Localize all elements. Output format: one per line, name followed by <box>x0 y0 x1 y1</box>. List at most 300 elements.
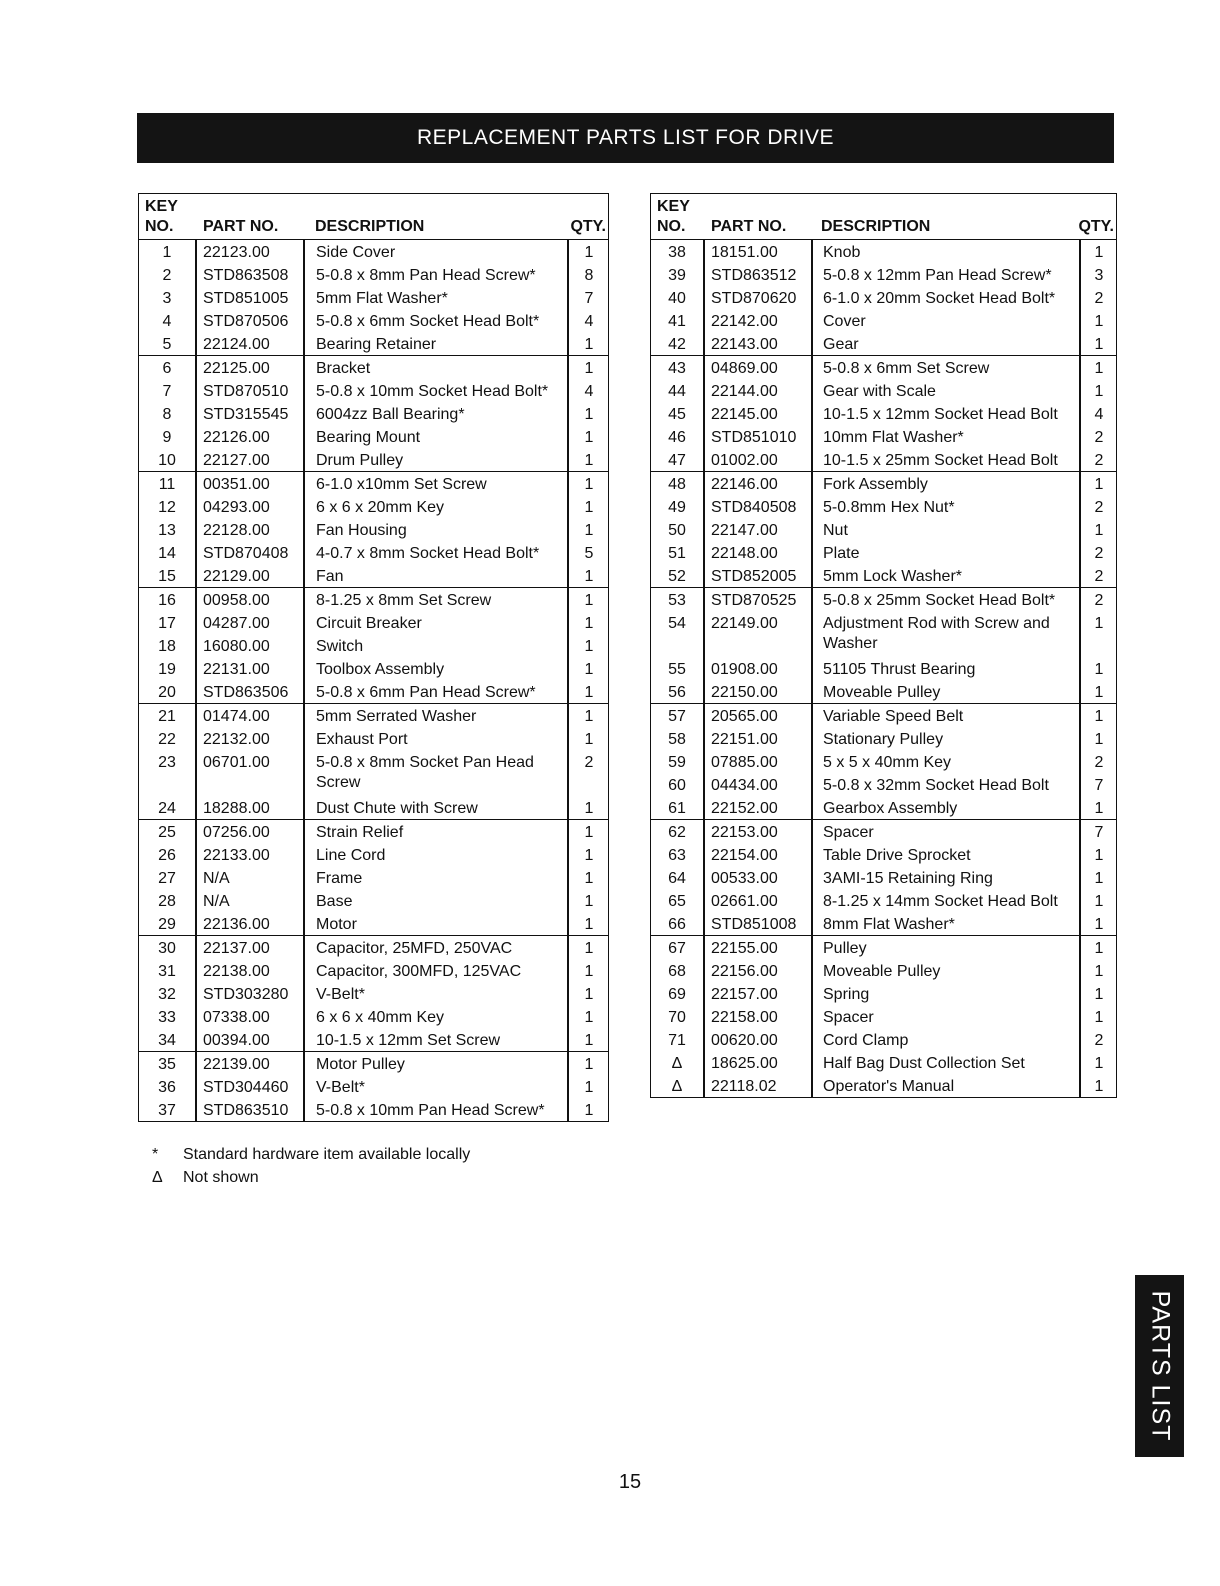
part-no: 22125.00 <box>203 360 270 377</box>
part-no: 04434.00 <box>711 777 778 794</box>
parts-table-right <box>650 193 1117 1098</box>
description: Bearing Mount <box>316 429 421 446</box>
quantity: 1 <box>1094 661 1104 678</box>
quantity: 1 <box>584 452 594 469</box>
key-no: 12 <box>158 499 176 516</box>
key-no: 62 <box>668 824 686 841</box>
part-no: STD863512 <box>711 267 797 284</box>
part-no: STD870510 <box>203 383 289 400</box>
key-no: 56 <box>668 684 686 701</box>
table-row <box>651 379 1116 402</box>
key-no: 50 <box>668 522 686 539</box>
description: Fork Assembly <box>823 476 928 493</box>
quantity: 8 <box>584 267 594 284</box>
quantity: 1 <box>584 824 594 841</box>
key-no: 24 <box>158 800 176 817</box>
quantity: 1 <box>584 708 594 725</box>
table-row <box>139 796 608 819</box>
key-no: 43 <box>668 360 686 377</box>
quantity: 2 <box>1094 452 1104 469</box>
part-no: 00620.00 <box>711 1032 778 1049</box>
quantity: 7 <box>1094 824 1104 841</box>
table-row <box>651 773 1116 796</box>
table-row <box>139 611 608 634</box>
key-no: 46 <box>668 429 686 446</box>
part-no: 18625.00 <box>711 1055 778 1072</box>
part-no: 00533.00 <box>711 870 778 887</box>
part-no: 22157.00 <box>711 986 778 1003</box>
part-no: STD863510 <box>203 1102 289 1119</box>
table-row <box>139 240 608 263</box>
table-row <box>651 541 1116 564</box>
description: 8mm Flat Washer* <box>823 916 955 933</box>
quantity: 4 <box>584 383 594 400</box>
part-no: 20565.00 <box>711 708 778 725</box>
quantity: 1 <box>584 661 594 678</box>
key-no: 25 <box>158 824 176 841</box>
description: Gear <box>823 336 859 353</box>
part-no: 01908.00 <box>711 661 778 678</box>
quantity: 1 <box>1094 522 1104 539</box>
table-row <box>651 889 1116 912</box>
part-no: 07338.00 <box>203 1009 270 1026</box>
quantity: 1 <box>584 522 594 539</box>
description: Operator's Manual <box>823 1078 955 1095</box>
header-description: DESCRIPTION <box>821 218 931 235</box>
part-no: 22156.00 <box>711 963 778 980</box>
key-no: 60 <box>668 777 686 794</box>
table-row <box>139 286 608 309</box>
quantity: 1 <box>584 893 594 910</box>
description: 5mm Lock Washer* <box>823 568 962 585</box>
table-row <box>139 1028 608 1051</box>
part-no: 07256.00 <box>203 824 270 841</box>
part-no: 06701.00 <box>203 754 270 771</box>
quantity: 1 <box>1094 1055 1104 1072</box>
quantity: 7 <box>584 290 594 307</box>
part-no: 22146.00 <box>711 476 778 493</box>
quantity: 1 <box>1094 986 1104 1003</box>
part-no: STD863506 <box>203 684 289 701</box>
table-row <box>651 425 1116 448</box>
quantity: 1 <box>584 963 594 980</box>
quantity: 2 <box>1094 592 1104 609</box>
part-no: STD851008 <box>711 916 797 933</box>
description: Stationary Pulley <box>823 731 944 748</box>
quantity: 1 <box>1094 476 1104 493</box>
quantity: 1 <box>1094 916 1104 933</box>
part-no: 07885.00 <box>711 754 778 771</box>
table-row <box>139 541 608 564</box>
key-no: 67 <box>668 940 686 957</box>
part-no: 22142.00 <box>711 313 778 330</box>
quantity: 1 <box>1094 615 1104 632</box>
description: 5-0.8 x 10mm Pan Head Screw* <box>316 1102 545 1119</box>
quantity: 1 <box>1094 383 1104 400</box>
table-row <box>651 611 1116 657</box>
page-number: 15 <box>618 1471 642 1493</box>
table-row <box>651 309 1116 332</box>
key-no: 33 <box>158 1009 176 1026</box>
quantity: 1 <box>1094 963 1104 980</box>
description: Spacer <box>823 1009 874 1026</box>
table-row <box>139 1005 608 1028</box>
key-no: 13 <box>158 522 176 539</box>
part-no: 22126.00 <box>203 429 270 446</box>
part-no: STD870525 <box>711 592 797 609</box>
table-row <box>139 448 608 471</box>
key-no: 34 <box>158 1032 176 1049</box>
description: Knob <box>823 244 861 261</box>
part-no: 01474.00 <box>203 708 270 725</box>
part-no: STD870506 <box>203 313 289 330</box>
table-row <box>651 495 1116 518</box>
table-header <box>139 194 608 240</box>
description: Adjustment Rod with Screw and Washer <box>823 615 1050 652</box>
quantity: 1 <box>1094 800 1104 817</box>
table-row <box>651 1005 1116 1028</box>
quantity: 4 <box>584 313 594 330</box>
table-row <box>651 564 1116 587</box>
quantity: 2 <box>1094 429 1104 446</box>
part-no: 00958.00 <box>203 592 270 609</box>
key-no: 41 <box>668 313 686 330</box>
description: 5-0.8 x 6mm Set Screw <box>823 360 990 377</box>
key-no: 55 <box>668 661 686 678</box>
quantity: 1 <box>584 406 594 423</box>
key-no: 48 <box>668 476 686 493</box>
table-row <box>139 912 608 935</box>
quantity: 7 <box>1094 777 1104 794</box>
description: 5-0.8 x 12mm Pan Head Screw* <box>823 267 1052 284</box>
table-row <box>139 564 608 587</box>
key-no: 27 <box>158 870 176 887</box>
header-key: KEY <box>145 198 178 215</box>
section-tab-label: PARTS LIST <box>1146 1290 1174 1442</box>
description: Circuit Breaker <box>316 615 422 632</box>
quantity: 2 <box>1094 568 1104 585</box>
table-row <box>651 819 1116 843</box>
key-no: 14 <box>158 545 176 562</box>
table-row <box>651 286 1116 309</box>
quantity: 1 <box>1094 870 1104 887</box>
key-no: 7 <box>162 383 172 400</box>
quantity: 1 <box>584 360 594 377</box>
table-row <box>139 889 608 912</box>
quantity: 1 <box>1094 731 1104 748</box>
key-no: 35 <box>158 1056 176 1073</box>
part-no: 22152.00 <box>711 800 778 817</box>
part-no: 00394.00 <box>203 1032 270 1049</box>
footnote <box>152 1143 470 1166</box>
table-row <box>651 866 1116 889</box>
table-row <box>651 843 1116 866</box>
quantity: 1 <box>584 592 594 609</box>
quantity: 1 <box>584 244 594 261</box>
part-no: 22144.00 <box>711 383 778 400</box>
description: Line Cord <box>316 847 386 864</box>
description: Table Drive Sprocket <box>823 847 971 864</box>
part-no: STD870620 <box>711 290 797 307</box>
key-no: 31 <box>158 963 176 980</box>
description: Cover <box>823 313 866 330</box>
key-no: 6 <box>162 360 172 377</box>
description: 6-1.0 x 20mm Socket Head Bolt* <box>823 290 1056 307</box>
quantity: 1 <box>584 1056 594 1073</box>
quantity: 1 <box>584 429 594 446</box>
table-body <box>139 240 608 1121</box>
description: 3AMI-15 Retaining Ring <box>823 870 993 887</box>
part-no: 22133.00 <box>203 847 270 864</box>
footnote-text: Standard hardware item available locally <box>183 1146 471 1163</box>
description: Spring <box>823 986 870 1003</box>
part-no: 00351.00 <box>203 476 270 493</box>
part-no: STD303280 <box>203 986 289 1003</box>
table-row <box>651 912 1116 935</box>
part-no: 22148.00 <box>711 545 778 562</box>
key-no: 45 <box>668 406 686 423</box>
table-row <box>139 518 608 541</box>
part-no: 22154.00 <box>711 847 778 864</box>
description: 6-1.0 x10mm Set Screw <box>316 476 487 493</box>
quantity: 5 <box>584 545 594 562</box>
key-no: 11 <box>158 476 176 493</box>
part-no: 04287.00 <box>203 615 270 632</box>
table-row <box>139 1051 608 1075</box>
quantity: 2 <box>1094 1032 1104 1049</box>
table-row <box>139 727 608 750</box>
description: Base <box>316 893 353 910</box>
part-no: 22131.00 <box>203 661 270 678</box>
quantity: 1 <box>584 615 594 632</box>
quantity: 1 <box>1094 360 1104 377</box>
description: 5-0.8mm Hex Nut* <box>823 499 955 516</box>
quantity: 1 <box>1094 313 1104 330</box>
description: Gearbox Assembly <box>823 800 958 817</box>
table-row <box>139 379 608 402</box>
key-no: 30 <box>158 940 176 957</box>
table-row <box>139 425 608 448</box>
key-no: 52 <box>668 568 686 585</box>
description: 5-0.8 x 6mm Pan Head Screw* <box>316 684 536 701</box>
key-no: 53 <box>668 592 686 609</box>
part-no: 22149.00 <box>711 615 778 632</box>
key-no: 64 <box>668 870 686 887</box>
part-no: 01002.00 <box>711 452 778 469</box>
key-no: 42 <box>668 336 686 353</box>
key-no: 58 <box>668 731 686 748</box>
description: Toolbox Assembly <box>316 661 445 678</box>
key-no: 71 <box>668 1032 686 1049</box>
table-row <box>651 518 1116 541</box>
description: 5mm Serrated Washer <box>316 708 477 725</box>
quantity: 2 <box>584 754 594 771</box>
quantity: 3 <box>1094 267 1104 284</box>
key-no: 54 <box>668 615 686 632</box>
key-no: 65 <box>668 893 686 910</box>
key-no: 44 <box>668 383 686 400</box>
part-no: 22153.00 <box>711 824 778 841</box>
table-row <box>139 402 608 425</box>
description: 51105 Thrust Bearing <box>823 661 976 678</box>
table-row <box>139 935 608 959</box>
part-no: 22137.00 <box>203 940 270 957</box>
page-title: REPLACEMENT PARTS LIST FOR DRIVE <box>137 113 1114 163</box>
description: 6 x 6 x 20mm Key <box>316 499 445 516</box>
part-no: N/A <box>203 893 230 910</box>
description: Cord Clamp <box>823 1032 909 1049</box>
table-row <box>651 703 1116 727</box>
key-no: 39 <box>668 267 686 284</box>
description: Gear with Scale <box>823 383 936 400</box>
quantity: 1 <box>584 684 594 701</box>
description: 4-0.7 x 8mm Socket Head Bolt* <box>316 545 540 562</box>
header-qty: QTY. <box>570 218 606 235</box>
quantity: 1 <box>584 731 594 748</box>
description: Dust Chute with Screw <box>316 800 478 817</box>
part-no: STD863508 <box>203 267 289 284</box>
table-row <box>651 263 1116 286</box>
description: Variable Speed Belt <box>823 708 964 725</box>
footnote-text: Not shown <box>183 1169 259 1186</box>
quantity: 1 <box>1094 1078 1104 1095</box>
footnote <box>152 1166 470 1189</box>
quantity: 1 <box>1094 684 1104 701</box>
part-no: 22129.00 <box>203 568 270 585</box>
quantity: 4 <box>1094 406 1104 423</box>
footnote-symbol: * <box>152 1146 159 1163</box>
description: Side Cover <box>316 244 396 261</box>
description: 10-1.5 x 25mm Socket Head Bolt <box>823 452 1058 469</box>
header-part-no: PART NO. <box>711 218 787 235</box>
key-no: 49 <box>668 499 686 516</box>
quantity: 1 <box>584 336 594 353</box>
description: Drum Pulley <box>316 452 404 469</box>
key-no: 9 <box>162 429 172 446</box>
description: Fan <box>316 568 344 585</box>
part-no: STD315545 <box>203 406 289 423</box>
description: 5-0.8 x 8mm Pan Head Screw* <box>316 267 536 284</box>
description: Exhaust Port <box>316 731 408 748</box>
description: Capacitor, 25MFD, 250VAC <box>316 940 513 957</box>
part-no: 02661.00 <box>711 893 778 910</box>
quantity: 2 <box>1094 545 1104 562</box>
description: Capacitor, 300MFD, 125VAC <box>316 963 522 980</box>
header-part-no: PART NO. <box>203 218 279 235</box>
table-row <box>139 866 608 889</box>
description: 5-0.8 x 6mm Socket Head Bolt* <box>316 313 540 330</box>
table-row <box>139 819 608 843</box>
part-no: 16080.00 <box>203 638 270 655</box>
description: 5 x 5 x 40mm Key <box>823 754 952 771</box>
description: 6 x 6 x 40mm Key <box>316 1009 445 1026</box>
key-no: Δ <box>671 1078 683 1095</box>
key-no: 69 <box>668 986 686 1003</box>
quantity: 1 <box>584 916 594 933</box>
key-no: 61 <box>668 800 686 817</box>
description: Half Bag Dust Collection Set <box>823 1055 1025 1072</box>
key-no: 8 <box>162 406 172 423</box>
quantity: 1 <box>584 638 594 655</box>
key-no: 68 <box>668 963 686 980</box>
description: 5-0.8 x 10mm Socket Head Bolt* <box>316 383 549 400</box>
quantity: 1 <box>1094 1009 1104 1026</box>
key-no: 17 <box>158 615 176 632</box>
table-row <box>651 959 1116 982</box>
part-no: STD304460 <box>203 1079 289 1096</box>
part-no: 04869.00 <box>711 360 778 377</box>
description: Nut <box>823 522 848 539</box>
table-row <box>651 935 1116 959</box>
part-no: STD852005 <box>711 568 797 585</box>
key-no: 20 <box>158 684 176 701</box>
quantity: 1 <box>584 476 594 493</box>
description: Motor Pulley <box>316 1056 405 1073</box>
key-no: 23 <box>158 754 176 771</box>
part-no: STD851005 <box>203 290 289 307</box>
key-no: 38 <box>668 244 686 261</box>
table-row <box>139 309 608 332</box>
key-no: 15 <box>158 568 176 585</box>
description: 8-1.25 x 8mm Set Screw <box>316 592 492 609</box>
key-no: 10 <box>158 452 176 469</box>
part-no: 18151.00 <box>711 244 778 261</box>
header-qty: QTY. <box>1078 218 1114 235</box>
key-no: 63 <box>668 847 686 864</box>
description: Spacer <box>823 824 874 841</box>
quantity: 1 <box>584 870 594 887</box>
key-no: 16 <box>158 592 176 609</box>
quantity: 1 <box>584 1009 594 1026</box>
part-no: 22139.00 <box>203 1056 270 1073</box>
key-no: 29 <box>158 916 176 933</box>
parts-table-left <box>138 193 609 1122</box>
quantity: 2 <box>1094 754 1104 771</box>
description: Moveable Pulley <box>823 684 941 701</box>
table-row <box>651 1074 1116 1097</box>
description: 6004zz Ball Bearing* <box>316 406 465 423</box>
key-no: 18 <box>158 638 176 655</box>
key-no: 40 <box>668 290 686 307</box>
quantity: 1 <box>1094 893 1104 910</box>
table-row <box>139 750 608 796</box>
description: Moveable Pulley <box>823 963 941 980</box>
part-no: 22147.00 <box>711 522 778 539</box>
part-no: STD851010 <box>711 429 797 446</box>
table-row <box>651 240 1116 263</box>
table-row <box>139 680 608 703</box>
header-key: KEY <box>657 198 690 215</box>
table-row <box>651 727 1116 750</box>
quantity: 1 <box>1094 847 1104 864</box>
quantity: 1 <box>584 847 594 864</box>
description: V-Belt* <box>316 1079 365 1096</box>
description: Frame <box>316 870 363 887</box>
header-description: DESCRIPTION <box>315 218 425 235</box>
description: 10-1.5 x 12mm Set Screw <box>316 1032 501 1049</box>
header-no: NO. <box>145 218 174 235</box>
description: Fan Housing <box>316 522 407 539</box>
description: 5-0.8 x 25mm Socket Head Bolt* <box>823 592 1056 609</box>
description: 5-0.8 x 8mm Socket Pan Head Screw <box>316 754 534 791</box>
key-no: 51 <box>668 545 686 562</box>
quantity: 1 <box>584 1032 594 1049</box>
table-row <box>139 1075 608 1098</box>
part-no: 22151.00 <box>711 731 778 748</box>
quantity: 2 <box>1094 290 1104 307</box>
table-row <box>139 982 608 1005</box>
key-no: 22 <box>158 731 176 748</box>
